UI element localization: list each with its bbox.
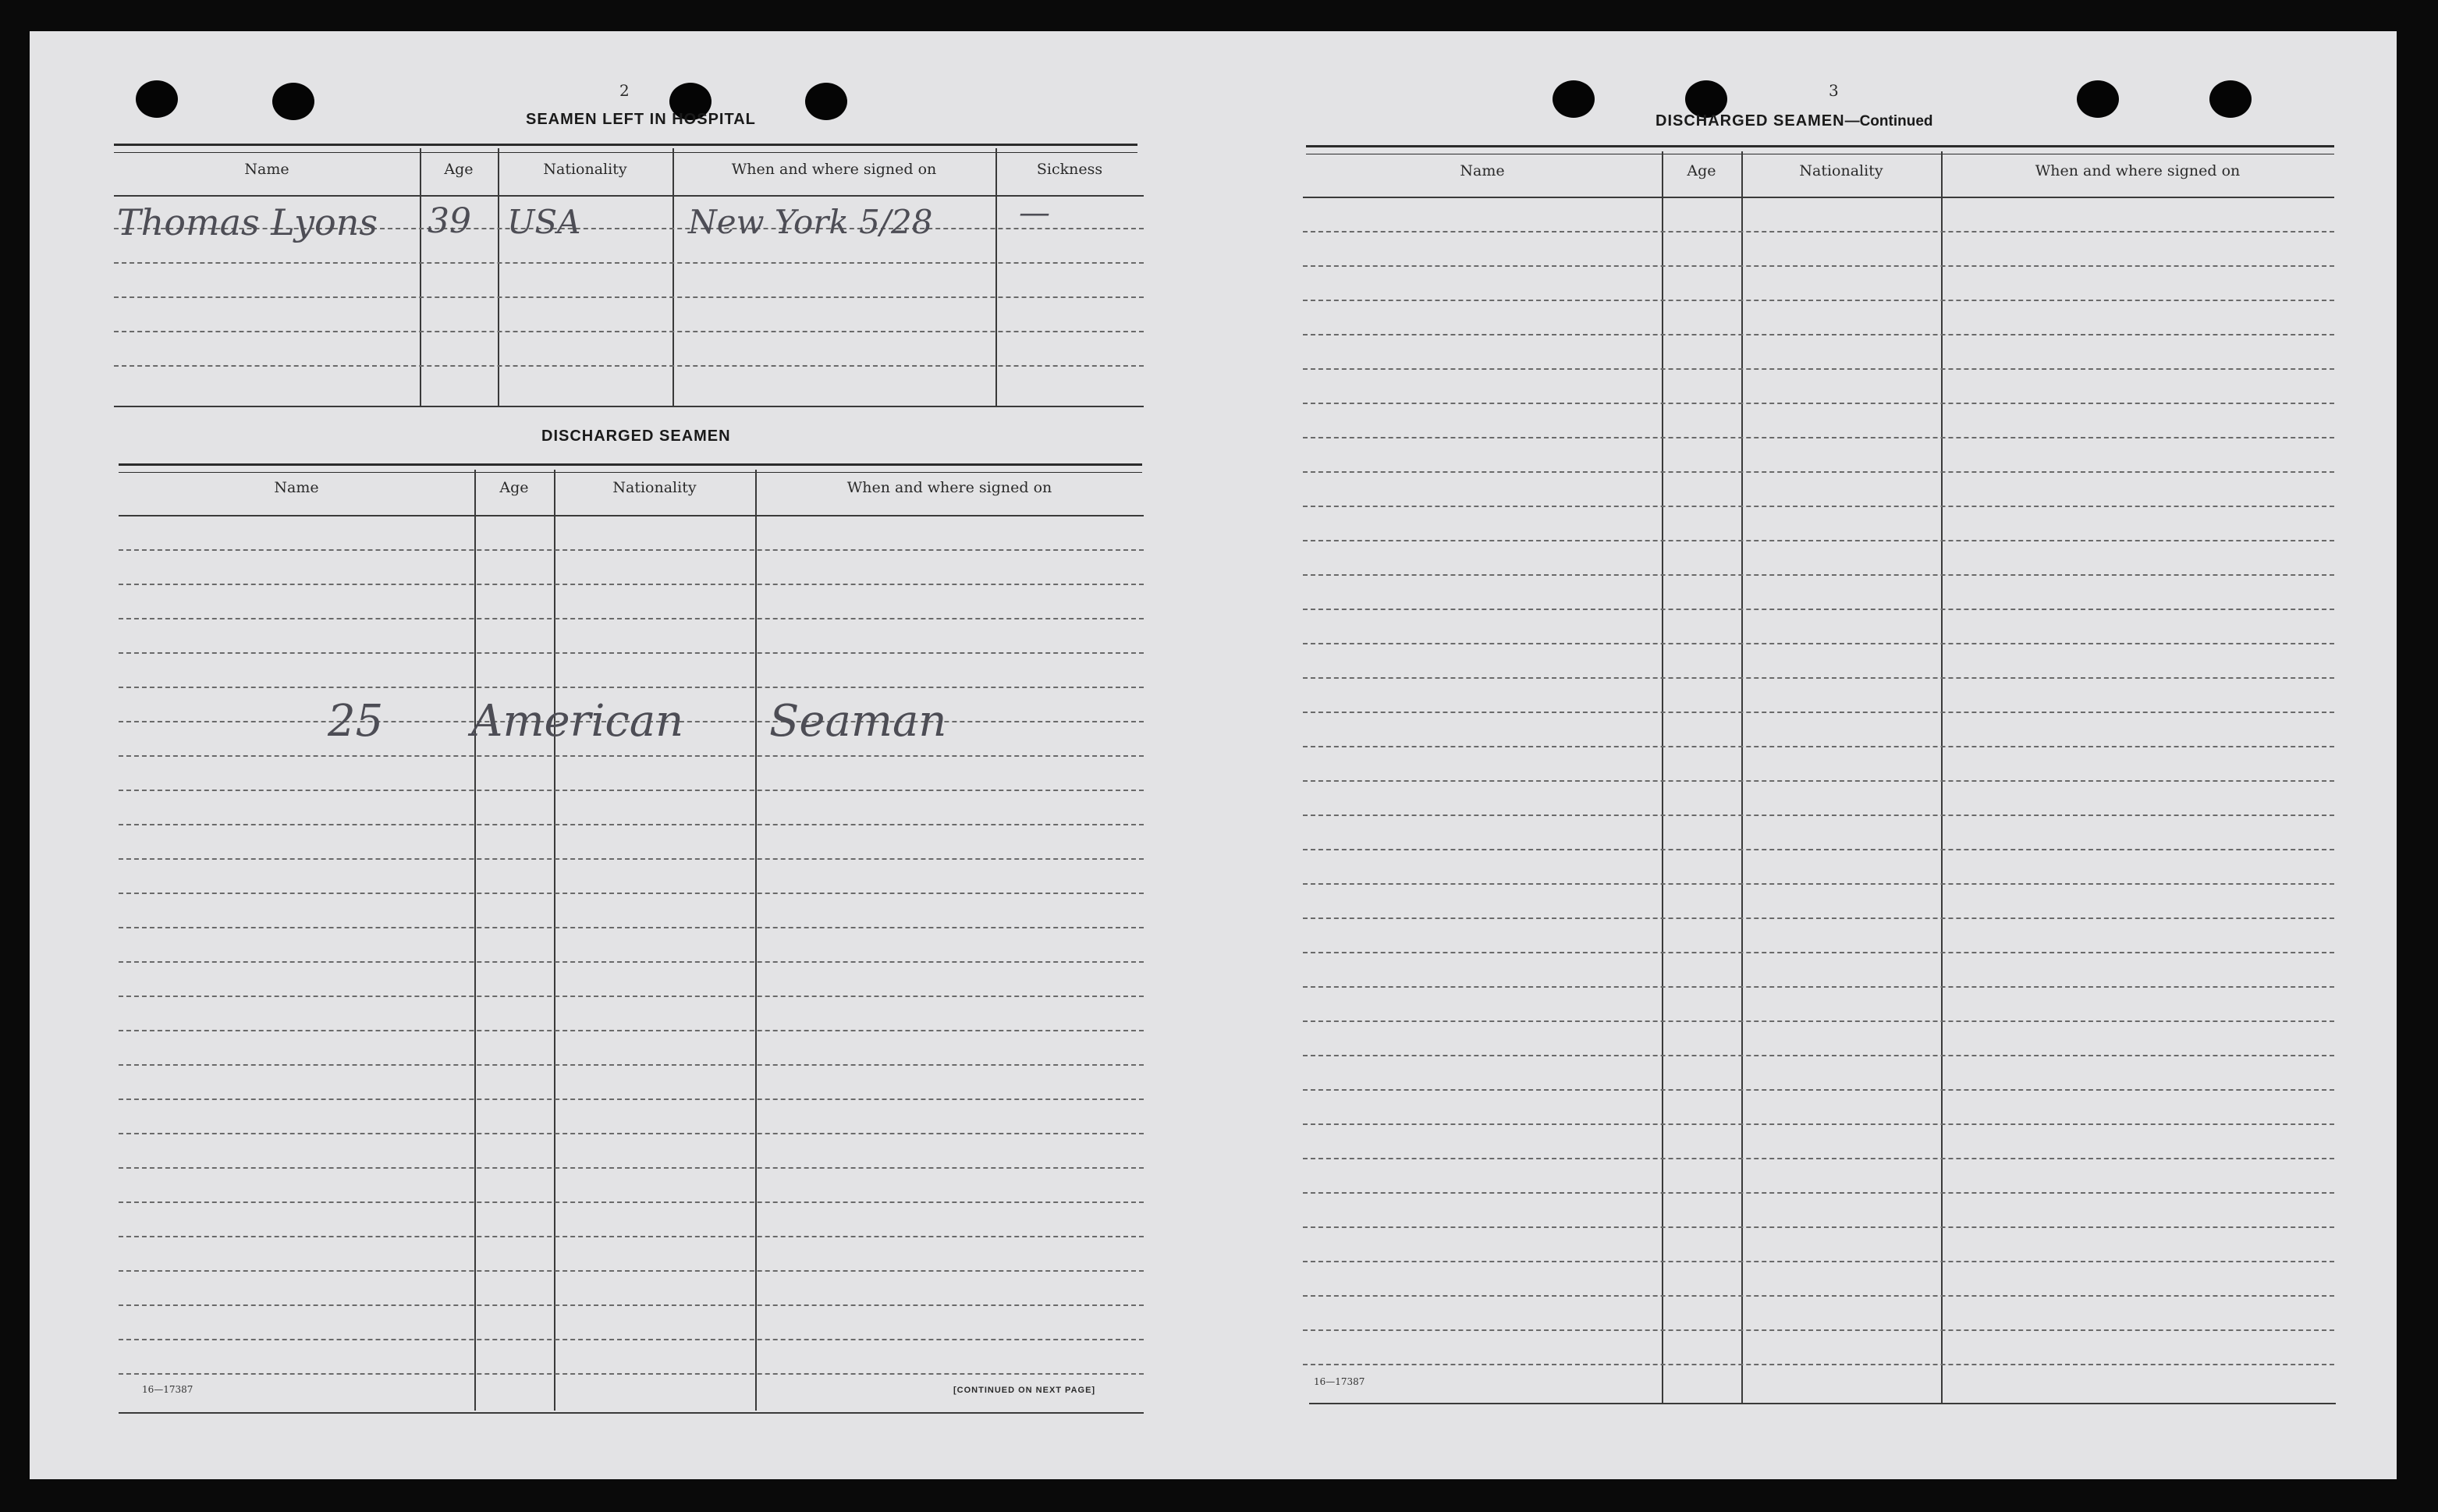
column-header-name: Name (274, 479, 319, 496)
section-title-text: DISCHARGED SEAMEN (1655, 112, 1845, 130)
ruled-line (119, 858, 1144, 860)
continued-note: [CONTINUED ON NEXT PAGE] (953, 1386, 1096, 1395)
column-header-sickness: Sickness (1036, 161, 1103, 178)
handwritten-nationality: American (471, 696, 684, 747)
ruled-line (1303, 506, 2334, 507)
ruled-line (119, 1236, 1144, 1237)
ruled-line (119, 1099, 1144, 1100)
form-code: 16—17387 (1314, 1376, 1365, 1387)
ruled-line (1303, 471, 2334, 473)
ruled-line (119, 1201, 1144, 1203)
ruled-line (1303, 300, 2334, 301)
ruled-line (1303, 540, 2334, 541)
ruled-line (1303, 1329, 2334, 1331)
handwritten-name: Thomas Lyons (117, 201, 378, 243)
ruled-line (1303, 883, 2334, 885)
ruled-line (1303, 403, 2334, 404)
column-header-age: Age (1687, 162, 1716, 179)
ruled-line (1303, 1226, 2334, 1228)
column-header-age: Age (444, 161, 474, 178)
right-page (1303, 31, 2367, 1479)
handwritten-age: 25 (328, 696, 384, 747)
ruled-line (119, 755, 1144, 757)
column-header-signed-on: When and where signed on (731, 161, 937, 178)
document-sheet (30, 31, 2397, 1479)
ruled-line (1303, 815, 2334, 816)
handwritten-signed-on: Seaman (769, 696, 947, 747)
column-header-name: Name (244, 161, 289, 178)
ruled-line (1303, 1261, 2334, 1262)
ruled-line (1303, 334, 2334, 335)
ruled-line (119, 618, 1144, 619)
ruled-line (119, 549, 1144, 551)
ruled-line (1303, 368, 2334, 370)
ruled-line (1303, 437, 2334, 438)
ruled-line (1303, 1192, 2334, 1194)
ruled-line (1303, 917, 2334, 919)
ruled-line (119, 1167, 1144, 1169)
ruled-line (1303, 1364, 2334, 1365)
column-header-name: Name (1460, 162, 1505, 179)
column-header-nationality: Nationality (1799, 162, 1883, 179)
ruled-line (1303, 1295, 2334, 1297)
ruled-line (1303, 1123, 2334, 1125)
ruled-line (1303, 952, 2334, 953)
handwritten-signed-on: New York 5/28 (688, 203, 933, 241)
column-header-nationality: Nationality (612, 479, 697, 496)
page-number: 2 (619, 81, 630, 100)
handwritten-sickness: — (1019, 195, 1050, 231)
ruled-line (1303, 643, 2334, 644)
ruled-line (1303, 780, 2334, 782)
discharged-continued-title (1655, 112, 1933, 130)
section-title-suffix: —Continued (1844, 113, 1933, 130)
ruled-line (119, 1270, 1144, 1272)
ruled-line (119, 961, 1144, 963)
ruled-line (119, 1304, 1144, 1306)
ruled-line (119, 927, 1144, 928)
ruled-line (1303, 986, 2334, 988)
ruled-line (1303, 574, 2334, 576)
ruled-line (1303, 1089, 2334, 1091)
page-number: 3 (1829, 81, 1839, 100)
ruled-line (119, 1133, 1144, 1134)
ruled-line (119, 893, 1144, 894)
ruled-line (119, 824, 1144, 825)
handwritten-nationality: USA (507, 203, 581, 241)
column-header-signed-on: When and where signed on (2035, 162, 2241, 179)
ruled-line (119, 584, 1144, 585)
ruled-line (119, 1030, 1144, 1031)
ruled-line (1303, 609, 2334, 610)
ruled-line (119, 1373, 1144, 1375)
ruled-line (119, 1064, 1144, 1066)
ruled-line (1303, 1055, 2334, 1056)
ruled-line (119, 996, 1144, 997)
hospital-section-title: SEAMEN LEFT IN HOSPITAL (526, 111, 756, 128)
ruled-line (1303, 746, 2334, 747)
ruled-line (1303, 265, 2334, 267)
ruled-line (1303, 712, 2334, 713)
ruled-line (1303, 677, 2334, 679)
column-header-nationality: Nationality (543, 161, 627, 178)
ruled-line (119, 790, 1144, 791)
handwritten-age: 39 (428, 201, 471, 241)
ruled-line (119, 687, 1144, 688)
ruled-line (119, 652, 1144, 654)
ruled-line (1303, 1158, 2334, 1159)
ruled-line (1303, 231, 2334, 232)
column-header-age: Age (499, 479, 529, 496)
ruled-line (1303, 1020, 2334, 1022)
ruled-line (1303, 849, 2334, 850)
discharged-section-title: DISCHARGED SEAMEN (541, 428, 731, 445)
column-header-signed-on: When and where signed on (846, 479, 1052, 496)
ruled-line (119, 1339, 1144, 1340)
form-code: 16—17387 (142, 1384, 193, 1395)
left-page (114, 31, 1175, 1479)
